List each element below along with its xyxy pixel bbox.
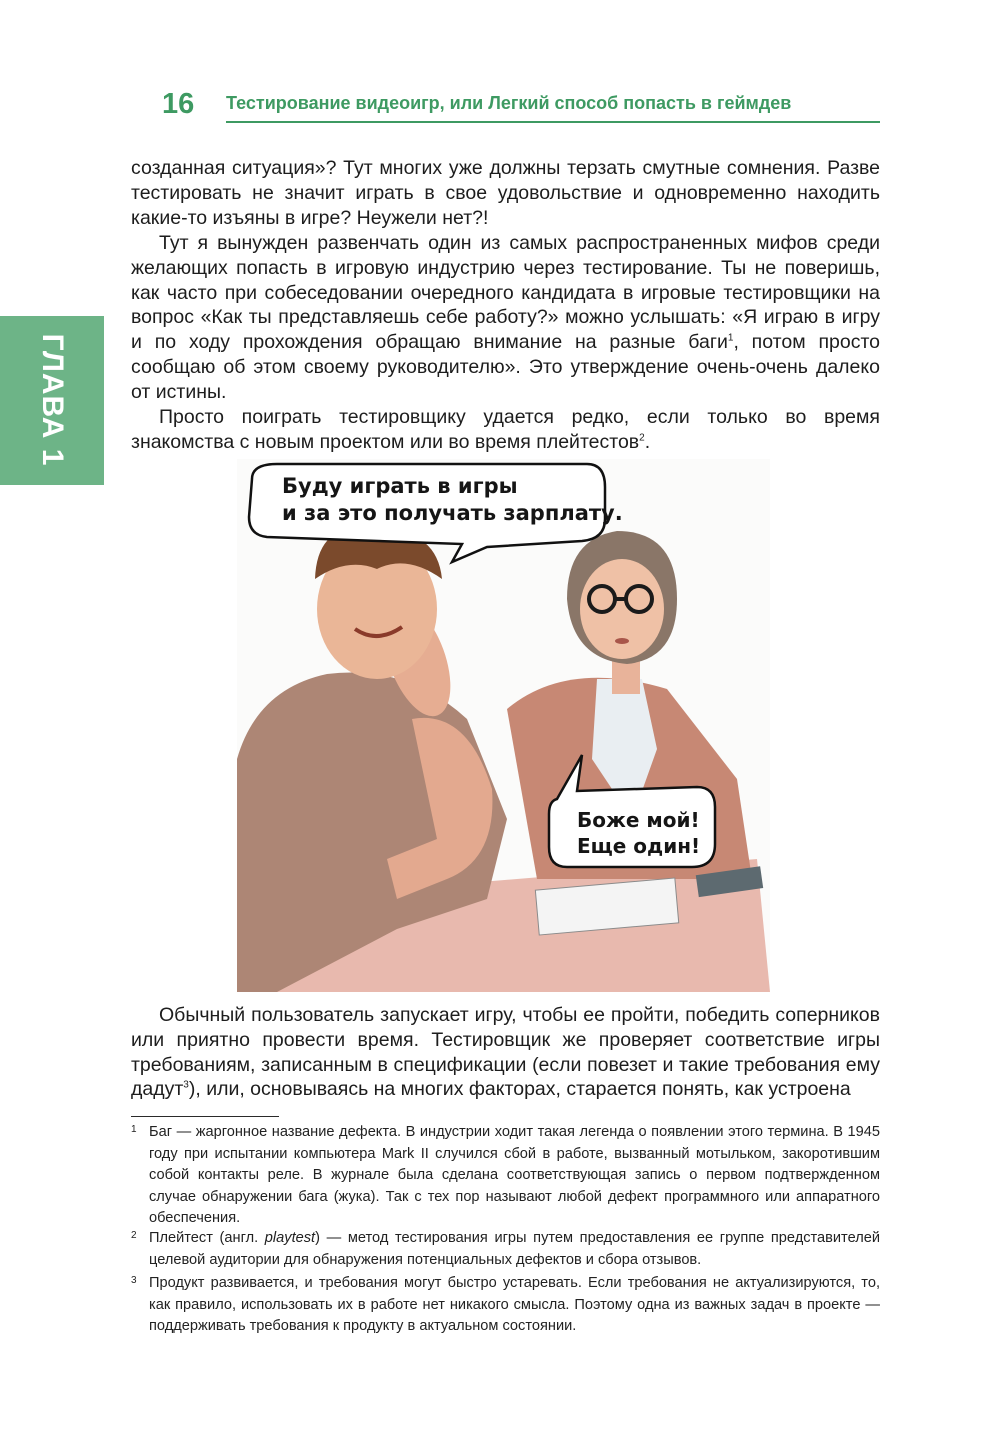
- paragraph-1: созданная ситуация»? Тут многих уже должны терзать смутные сомнения. Разве тестировать не значит играть в свое удовольствие и одновременно находить какие-то изъяны в игре? Неужели нет?!: [131, 157, 880, 229]
- footnote-2-term: playtest: [264, 1230, 316, 1246]
- illustration-drawing: [237, 459, 770, 992]
- footnote-3-number: 3: [131, 1275, 137, 1286]
- footnote-1: [131, 1122, 880, 1230]
- bubble-top-line-2: и за это получать зарплату.: [282, 501, 623, 525]
- paragraph-2: [131, 231, 880, 405]
- footnote-3: [131, 1273, 880, 1338]
- running-title: Тестирование видеоигр, или Легкий способ попасть в геймдев: [226, 93, 792, 113]
- footnote-2-number: 2: [131, 1230, 137, 1241]
- footnote-1-text: Баг — жаргонное название дефекта. В индустрии ходит такая легенда о появлении этого термина. В 1945 году при испытании компьютера Mark II случился сбой в работе, вызванный мотыльком, закоротившим собой контакты реле. В журнале была сделана соответствующая запись о первом подтвержденном случае обнаружении бага (жука). Так с тех пор называют любой дефект программного или аппаратного обеспечения.: [149, 1124, 880, 1226]
- footnote-2: [131, 1228, 880, 1271]
- illustration: [237, 459, 770, 992]
- footnote-ref-2[interactable]: 2: [639, 432, 645, 444]
- footnote-2-text: [149, 1228, 880, 1271]
- page-number: 16: [162, 88, 195, 120]
- footnote-rule: [131, 1116, 279, 1117]
- paragraph-3-end: .: [644, 430, 651, 453]
- paragraph-4-text: Обычный пользователь запускает игру, чтобы ее пройти, победить соперников или приятно провести время. Тестировщик же проверяет соответствие игры требованиям, записанным в спецификации (если повезет и такие требования ему дадут: [131, 1004, 880, 1101]
- bubble-bottom-line-2: Еще один!: [577, 834, 701, 858]
- footnote-3-text: Продукт развивается, и требования могут быстро устаревать. Если требования не актуализируются, то, как правило, использовать их в работе нет никакого смысла. Поэтому одна из важных задач в проекте — поддерживать требования к продукту в актуальном состоянии.: [149, 1275, 880, 1334]
- paragraph-4: [131, 1003, 880, 1102]
- chapter-tab: [0, 316, 104, 485]
- paragraph-2-text: Тут я вынужден развенчать один из самых распространенных мифов среди желающих попасть в игровую индустрию через тестирование. Ты не поверишь, как часто при собеседовании очередного кандидата в игровые тестировщики на вопрос «Как ты представляешь себе работу?» можно услышать: «Я играю в игру и по ходу прохождения обращаю внимание на разные баги: [131, 232, 880, 354]
- bubble-bottom-line-1: Боже мой!: [577, 808, 700, 832]
- paragraph-3: [131, 405, 880, 455]
- paragraph-2-end: , потом просто сообщаю об этом своему руководителю». Это утверждение очень-очень далеко от истины.: [131, 331, 880, 403]
- paragraph-3-text: Просто поиграть тестировщику удается редко, если только во время знакомства с новым проектом или во время плейтестов: [131, 406, 880, 453]
- footnote-ref-3[interactable]: 3: [183, 1079, 189, 1091]
- footnote-2-text-start: Плейтест (англ.: [149, 1230, 265, 1246]
- footnote-2-text-end: ) — метод тестирования игры путем предоставления ее группе представителей целевой аудитории для обнаружения потенциальных дефектов и сбора отзывов.: [149, 1230, 880, 1268]
- chapter-tab-label: ГЛАВА 1: [36, 333, 69, 467]
- bubble-top-line-1: Буду играть в игры: [282, 474, 518, 498]
- footnote-1-number: 1: [131, 1124, 137, 1135]
- header-rule: [226, 121, 880, 123]
- paragraph-4-end: ), или, основываясь на многих факторах, старается понять, как устроена: [188, 1078, 851, 1101]
- footnote-ref-1[interactable]: 1: [727, 332, 734, 344]
